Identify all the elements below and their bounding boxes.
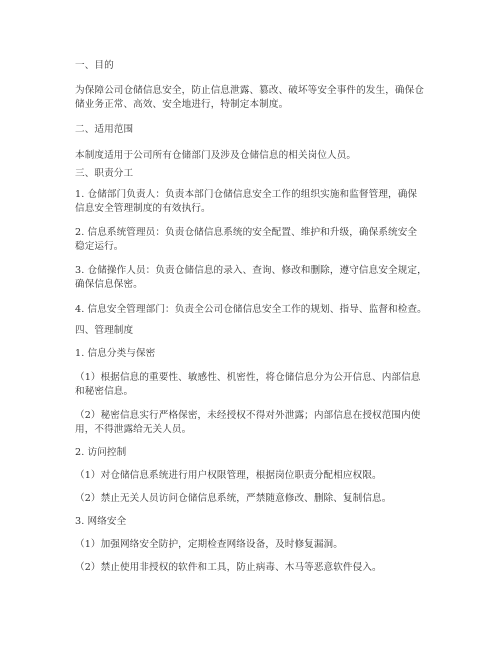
section3-item3-line1: 3. 仓储操作人员：负责仓储信息的录入、查询、修改和删除，遵守信息安全规定， [75,265,427,276]
section1-paragraph-line1: 为保障公司仓储信息安全，防止信息泄露、篡改、破坏等安全事件的发生，确保仓 [75,85,424,96]
section4-sub3-title: 3. 网络安全 [75,516,127,527]
section4-sub3-item2: （2）禁止使用非授权的软件和工具，防止病毒、木马等恶意软件侵入。 [75,562,382,573]
section4-sub3-item1: （1）加强网络安全防护，定期检查网络设备，及时修复漏洞。 [75,539,343,550]
section4-heading: 四、管理制度 [75,325,134,336]
section3-heading: 三、职责分工 [75,168,134,179]
section4-sub1-title: 1. 信息分类与保密 [75,348,156,359]
section4-sub2-title: 2. 访问控制 [75,447,127,458]
section4-sub1-item2-line2: 用，不得泄露给无关人员。 [75,424,192,435]
section3-item1-line2: 信息安全管理制度的有效执行。 [75,203,211,214]
section4-sub2-item1: （1）对仓储信息系统进行用户权限管理，根据岗位职责分配相应权限。 [75,470,382,481]
section2-paragraph: 本制度适用于公司所有仓储部门及涉及仓储信息的相关岗位人员。 [75,150,357,161]
section3-item2-line2: 稳定运行。 [75,241,124,252]
section4-sub1-item1-line2: 和秘密信息。 [75,386,134,397]
section4-sub1-item1-line1: （1）根据信息的重要性、敏感性、机密性，将仓储信息分为公开信息、内部信息 [75,372,421,383]
section3-item1-line1: 1. 仓储部门负责人：负责本部门仓储信息安全工作的组织实施和监督管理，确保 [75,189,418,200]
section3-item3-line2: 确保信息保密。 [75,279,143,290]
section1-heading: 一、目的 [75,60,114,71]
section3-item4: 4. 信息安全管理部门：负责全公司仓储信息安全工作的规划、指导、监督和检查。 [75,304,427,315]
section1-paragraph-line2: 储业务正常、高效、安全地进行，特制定本制度。 [75,99,289,110]
section4-sub1-item2-line1: （2）秘密信息实行严格保密，未经授权不得对外泄露；内部信息在授权范围内使 [75,410,421,421]
section4-sub2-item2: （2）禁止无关人员访问仓储信息系统，严禁随意修改、删除、复制信息。 [75,493,392,504]
section3-item2-line1: 2. 信息系统管理员：负责仓储信息系统的安全配置、维护和升级，确保系统安全 [75,227,418,238]
section2-heading: 二、适用范围 [75,124,134,135]
